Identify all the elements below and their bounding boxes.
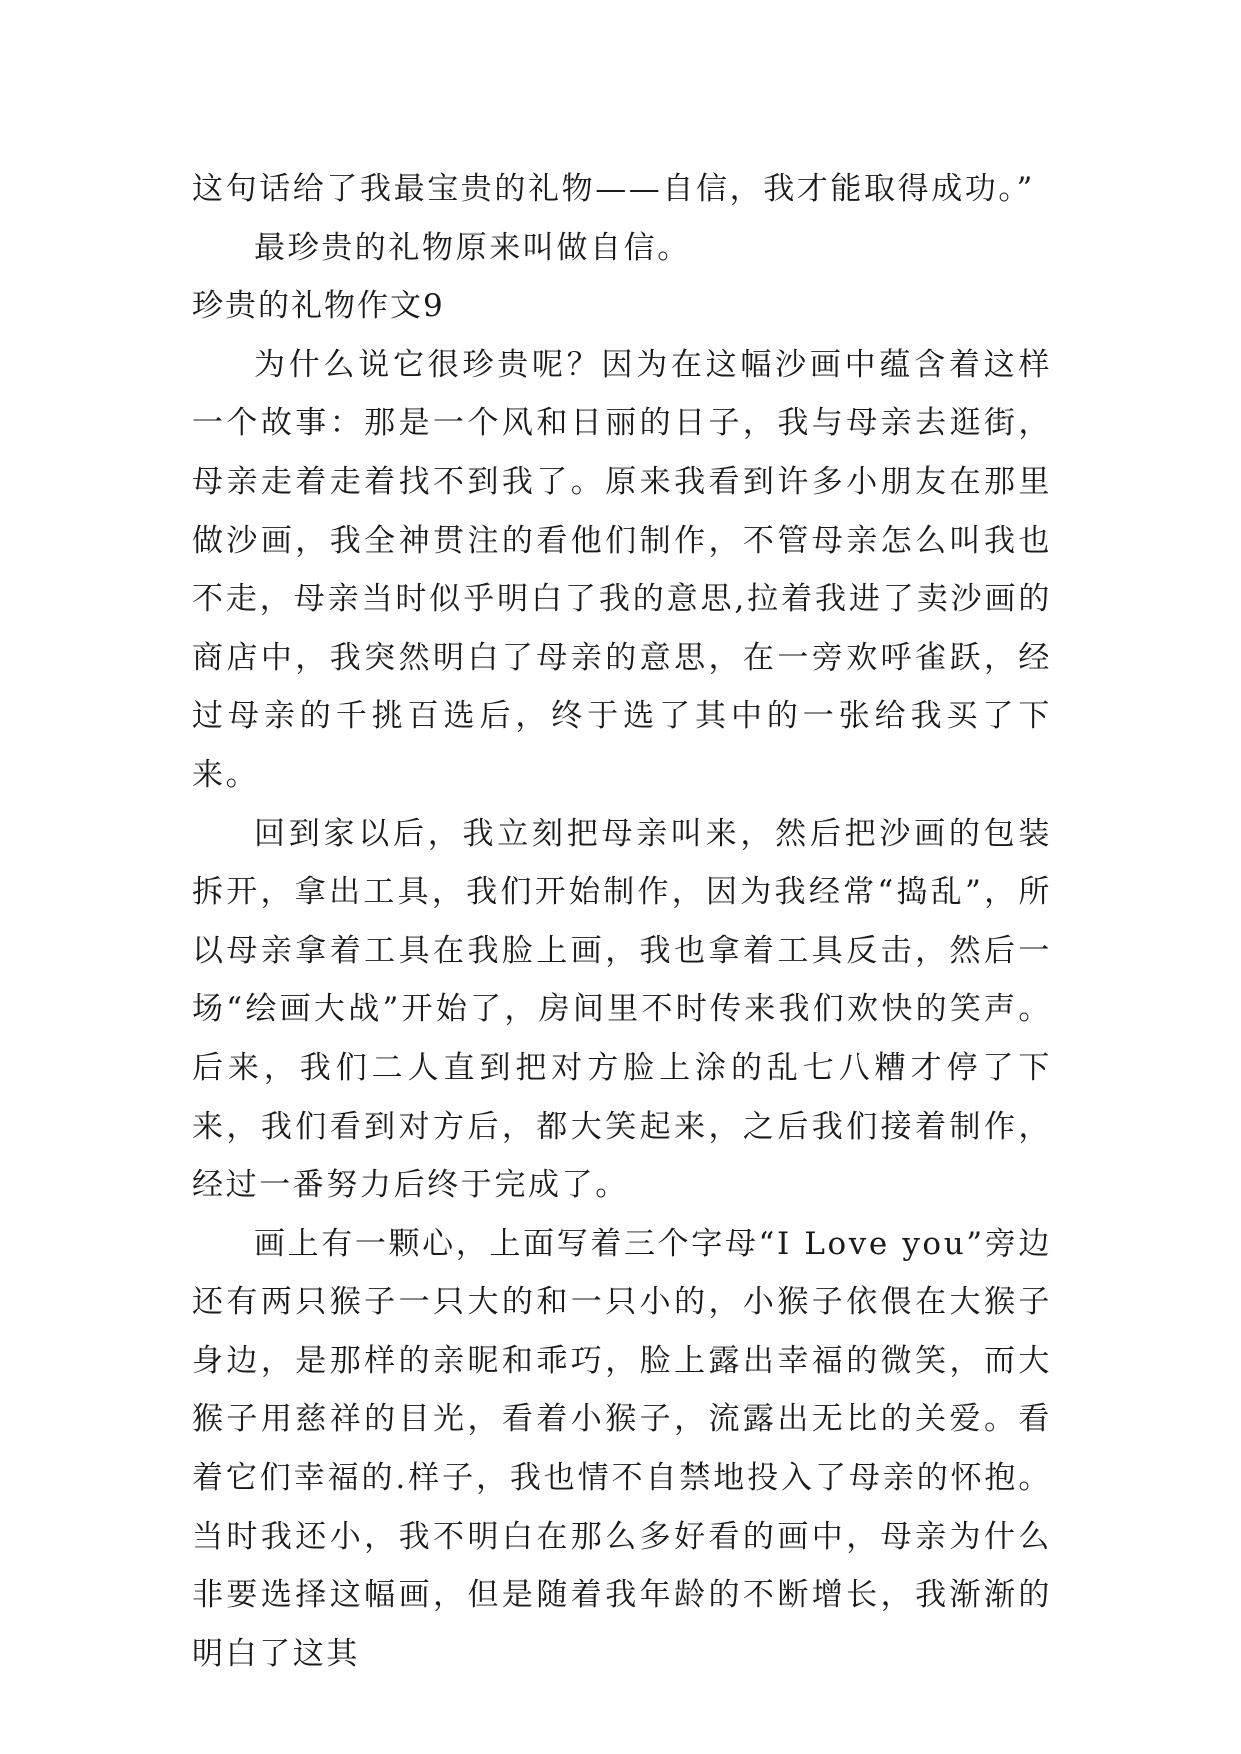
- document-body: [192, 160, 1052, 1683]
- paragraph-story-painting: 画上有一颗心，上面写着三个字母“I Love you”旁边还有两只猴子一只大的和一只小的，小猴子依偎在大猴子身边，是那样的亲昵和乖巧，脸上露出幸福的微笑，而大猴子用慈祥的目光，看着小猴子，流露出无比的关爱。看着它们幸福的.样子，我也情不自禁地投入了母亲的怀抱。当时我还小，我不明白在那么多好看的画中，母亲为什么非要选择这幅画，但是随着我年龄的不断增长，我渐渐的明白了这其: [192, 1225, 1052, 1672]
- paragraph-story-home: 回到家以后，我立刻把母亲叫来，然后把沙画的包装拆开，拿出工具，我们开始制作，因为我经常“捣乱”，所以母亲拿着工具在我脸上画，我也拿着工具反击，然后一场“绘画大战”开始了，房间里不时传来我们欢快的笑声。后来，我们二人直到把对方脸上涂的乱七八糟才停了下来，我们看到对方后，都大笑起来，之后我们接着制作，经过一番努力后终于完成了。: [192, 815, 1052, 1204]
- section-title: 珍贵的礼物作文9: [192, 288, 445, 325]
- paragraph-continuation: 这句话给了我最宝贵的礼物——自信，我才能取得成功。”: [192, 171, 1035, 207]
- paragraph-story-intro: 为什么说它很珍贵呢？因为在这幅沙画中蕴含着这样一个故事：那是一个风和日丽的日子，我与母亲去逛街，母亲走着走着找不到我了。原来我看到许多小朋友在那里做沙画，我全神贯注的看他们制作，不管母亲怎么叫我也不走，母亲当时似乎明白了我的意思,拉着我进了卖沙画的商店中，我突然明白了母亲的意思，在一旁欢呼雀跃，经过母亲的千挑百选后，终于选了其中的一张给我买了下来。: [192, 346, 1052, 793]
- paragraph-conclusion: 最珍贵的礼物原来叫做自信。: [254, 229, 691, 266]
